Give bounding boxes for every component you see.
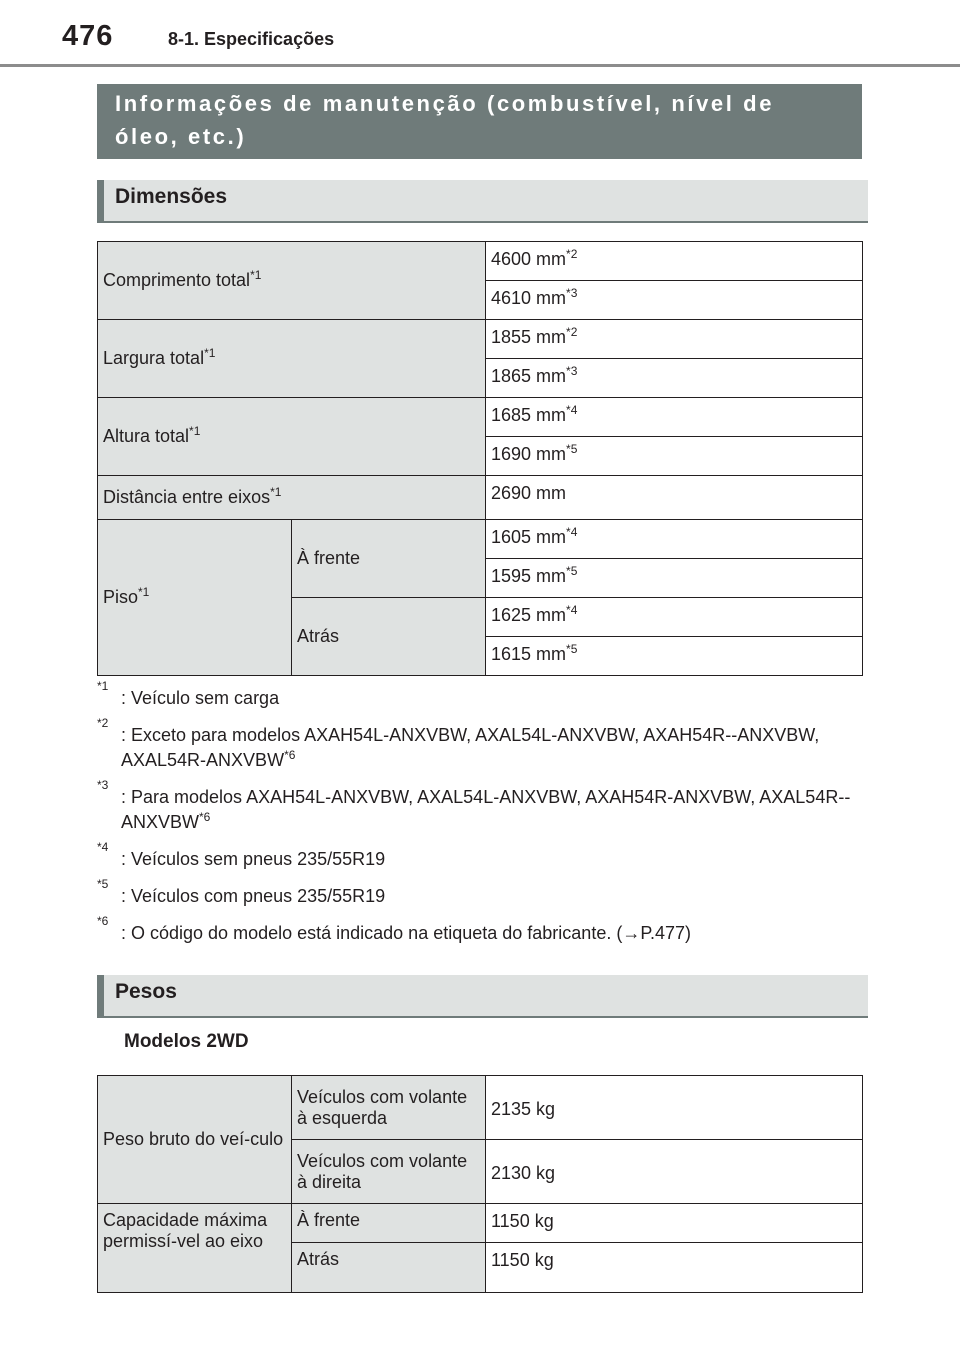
- tread-front-value: 1605 $mm^{*4}$: [486, 520, 863, 559]
- footnote: *6 : O código do modelo está indicado na etiqueta do fabricante. (→P.477): [97, 914, 692, 943]
- dimensions-table: [97, 241, 863, 676]
- weights-heading: Pesos: [97, 975, 868, 1018]
- axle-front-value: 1150 kg: [486, 1204, 863, 1243]
- width-label: Largura total$^{*1}$: [98, 320, 486, 398]
- section-title: 8-1. Especificações: [168, 29, 335, 49]
- height-value: 1690 $mm^{*5}$: [486, 437, 863, 476]
- footnotes: [97, 679, 857, 958]
- height-label: Altura total$^{*1}$: [98, 398, 486, 476]
- footnote: *4 : Veículos sem pneus 235/55R19: [97, 840, 386, 869]
- page-number: 476: [62, 20, 114, 52]
- axle-capacity-label: Capacidade máxima permissí-vel ao eixo: [98, 1204, 292, 1293]
- tread-rear-label: Atrás: [292, 598, 486, 676]
- tread-label: Piso$^{*1}$: [98, 520, 292, 676]
- right-hand-drive-value: 2130 kg: [486, 1140, 863, 1204]
- table-row: [98, 320, 863, 359]
- wheelbase-label: Distância entre eixos$^{*1}$: [98, 476, 486, 520]
- weights-table: [97, 1075, 863, 1293]
- left-hand-drive-label: Veículos com volante à esquerda: [292, 1076, 486, 1140]
- dimensions-heading: Dimensões: [97, 180, 868, 223]
- footnote: *1 : Veículo sem carga: [97, 679, 280, 708]
- table-row: [98, 1076, 863, 1140]
- length-value: 4600 $mm^{*2}$: [486, 242, 863, 281]
- table-row: [98, 476, 863, 520]
- table-row: [98, 398, 863, 437]
- left-hand-drive-value: 2135 kg: [486, 1076, 863, 1140]
- tread-front-label: À frente: [292, 520, 486, 598]
- axle-rear-value: 1150 kg: [486, 1243, 863, 1293]
- gross-weight-label: Peso bruto do veí-culo: [98, 1076, 292, 1204]
- header-divider: [0, 64, 960, 67]
- wheelbase-value: 2690 mm: [486, 476, 863, 520]
- height-value: 1685 $mm^{*4}$: [486, 398, 863, 437]
- tread-rear-value: 1625 $mm^{*4}$: [486, 598, 863, 637]
- footnote: *2 : Exceto para modelos AXAH54L-ANXVBW, AXAL54L-ANXVBW, AXAH54R--ANXVBW, AXAL54R-ANXVBW$^{*6}$: [97, 716, 820, 770]
- width-value: 1865 $mm^{*3}$: [486, 359, 863, 398]
- tread-front-value: 1595 $mm^{*5}$: [486, 559, 863, 598]
- footnote: *3 : Para modelos AXAH54L-ANXVBW, AXAL54L-ANXVBW, AXAH54R-ANXVBW, AXAL54R--ANXVBW$^{*6}$: [97, 778, 851, 832]
- right-hand-drive-label: Veículos com volante à direita: [292, 1140, 486, 1204]
- width-value: 1855 $mm^{*2}$: [486, 320, 863, 359]
- length-value: 4610 $mm^{*3}$: [486, 281, 863, 320]
- table-row: [98, 242, 863, 281]
- axle-front-label: À frente: [292, 1204, 486, 1243]
- models-label: Modelos 2WD: [124, 1031, 249, 1052]
- table-row: [98, 520, 863, 559]
- axle-rear-label: Atrás: [292, 1243, 486, 1293]
- tread-rear-value: 1615 $mm^{*5}$: [486, 637, 863, 676]
- footnote: *5 : Veículos com pneus 235/55R19: [97, 877, 386, 906]
- chapter-title: Informações de manutenção (combustível, nível de óleo, etc.): [97, 84, 862, 159]
- table-row: [98, 1204, 863, 1243]
- length-label: Comprimento total$^{*1}$: [98, 242, 486, 320]
